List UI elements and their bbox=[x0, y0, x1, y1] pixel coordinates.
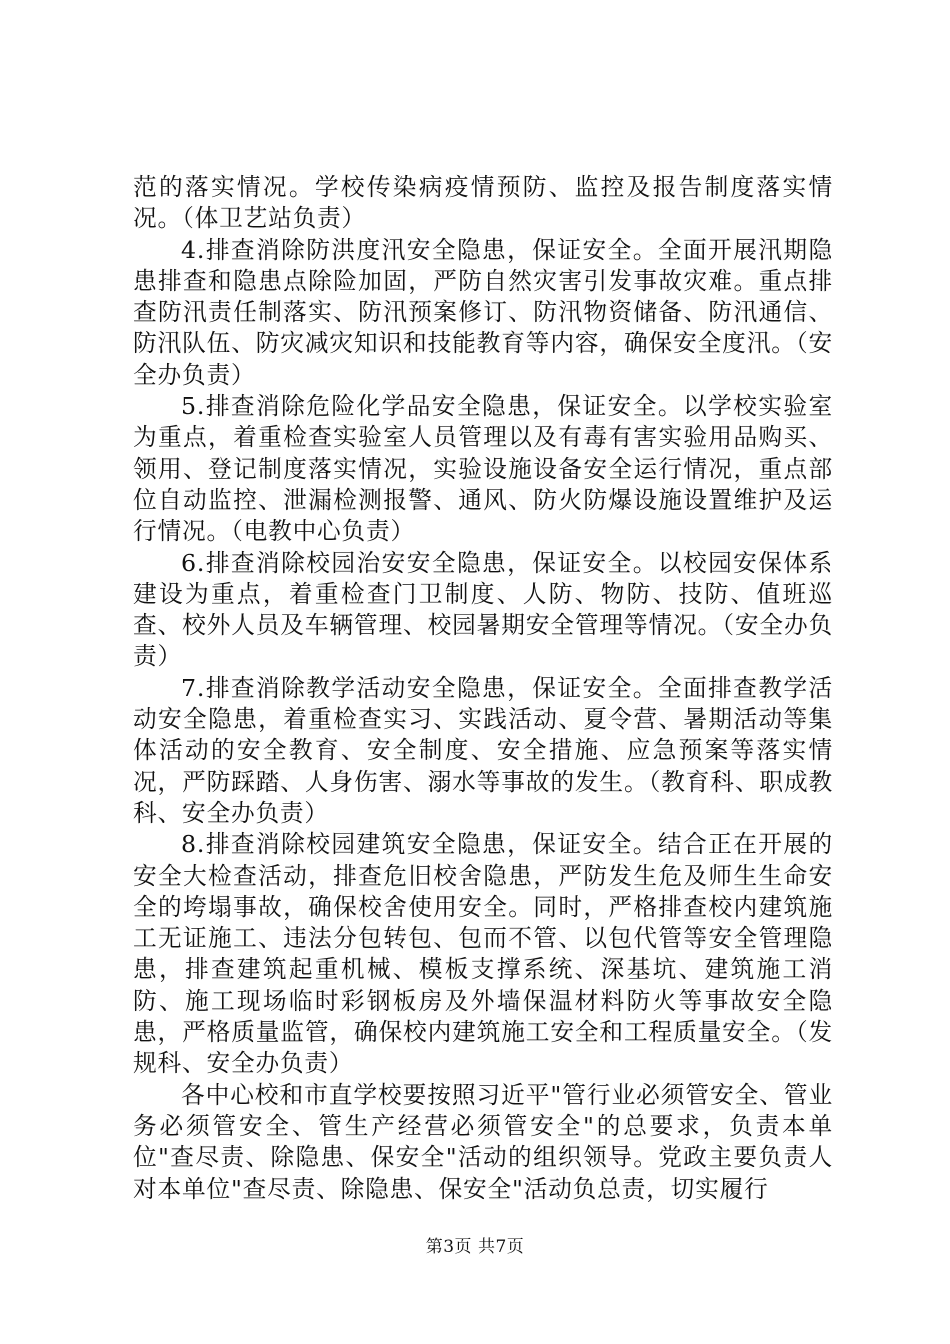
paragraph-item-7: 7.排查消除教学活动安全隐患，保证安全。全面排查教学活动安全隐患，着重检查实习、实践活动、夏令营、暑期活动等集体活动的安全教育、安全制度、安全措施、应急预案等落实情况，严防踩踏、人身伤害、溺水等事故的发生。（教育科、职成教科、安全办负责） bbox=[133, 673, 833, 827]
paragraph-item-6: 6.排查消除校园治安安全隐患，保证安全。以校园安保体系建设为重点，着重检查门卫制度、人防、物防、技防、值班巡查、校外人员及车辆管理、校园暑期安全管理等情况。（安全办负责） bbox=[133, 548, 833, 671]
paragraph-continuation: 范的落实情况。学校传染病疫情预防、监控及报告制度落实情况。（体卫艺站负责） bbox=[133, 173, 833, 233]
document-body bbox=[133, 172, 833, 1205]
paragraph-requirements: 各中心校和市直学校要按照习近平"管行业必须管安全、管业务必须管安全、管生产经营必须管安全"的总要求，负责本单位"查尽责、除隐患、保安全"活动的组织领导。党政主要负责人对本单位"查尽责、除隐患、保安全"活动负总责，切实履行 bbox=[133, 1080, 833, 1203]
page-number-footer: 第3页 共7页 bbox=[425, 1237, 525, 1257]
paragraph-item-5: 5.排查消除危险化学品安全隐患，保证安全。以学校实验室为重点，着重检查实验室人员管理以及有毒有害实验用品购买、领用、登记制度落实情况，实验设施设备安全运行情况，重点部位自动监控、泄漏检测报警、通风、防火防爆设施设置维护及运行情况。（电教中心负责） bbox=[133, 392, 833, 546]
paragraph-item-8: 8.排查消除校园建筑安全隐患，保证安全。结合正在开展的安全大检查活动，排查危旧校舍隐患，严防发生危及师生生命安全的垮塌事故，确保校舍使用安全。同时，严格排查校内建筑施工无证施工、违法分包转包、包而不管、以包代管等安全管理隐患，排查建筑起重机械、模板支撑系统、深基坑、建筑施工消防、施工现场临时彩钢板房及外墙保温材料防火等事故安全隐患，严格质量监管，确保校内建筑施工安全和工程质量安全。（发规科、安全办负责） bbox=[133, 830, 833, 1078]
paragraph-item-4: 4.排查消除防洪度汛安全隐患，保证安全。全面开展汛期隐患排查和隐患点除险加固，严防自然灾害引发事故灾难。重点排查防汛责任制落实、防汛预案修订、防汛物资储备、防汛通信、防汛队伍、防灾减灾知识和技能教育等内容，确保安全度汛。（安全办负责） bbox=[133, 235, 833, 389]
